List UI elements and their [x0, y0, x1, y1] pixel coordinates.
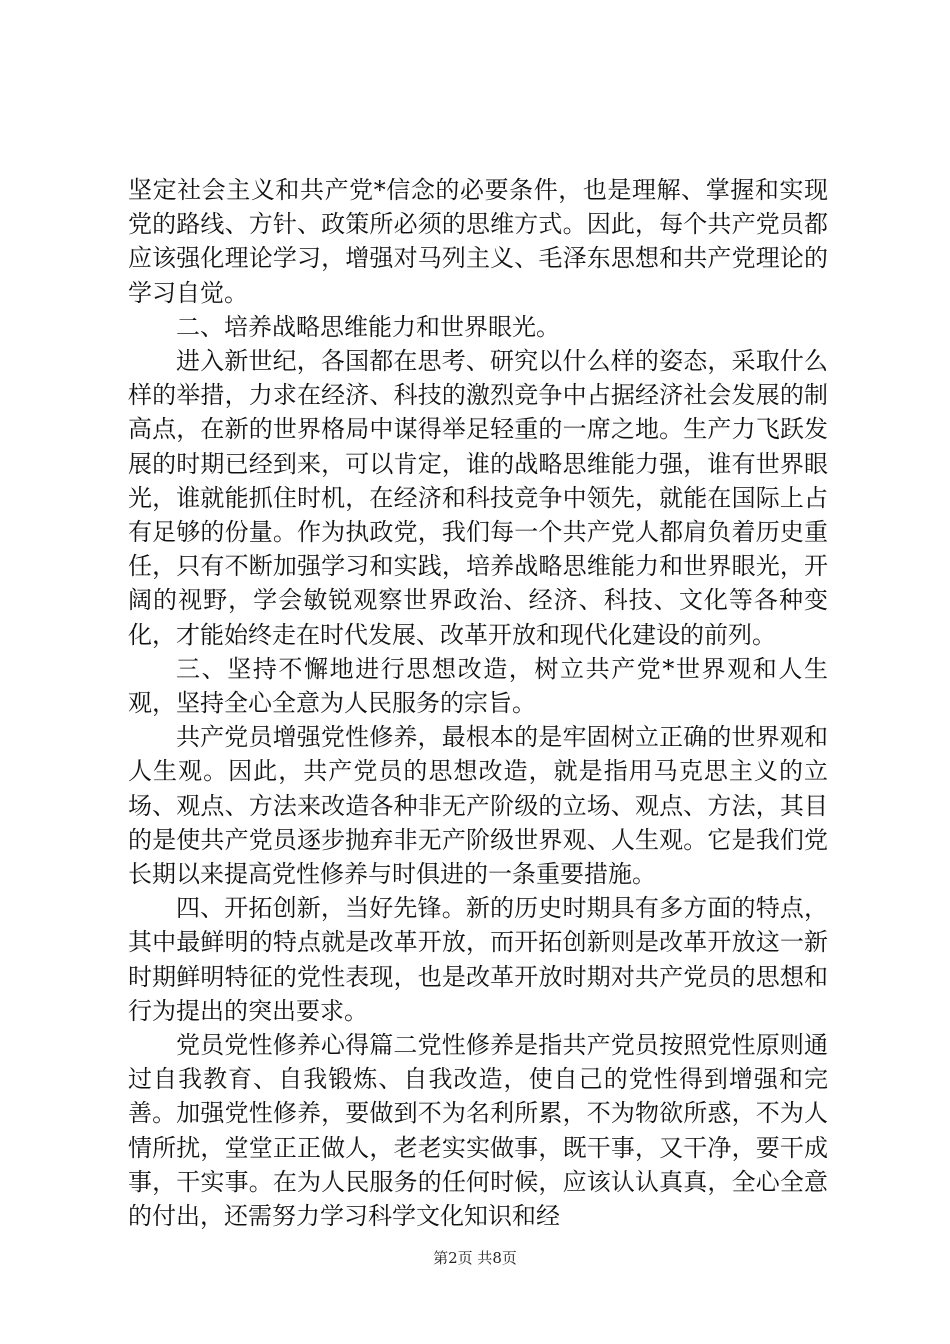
- section-heading-2: 二、培养战略思维能力和世界眼光。: [176, 312, 560, 341]
- page-footer: 第2页 共8页: [433, 1249, 517, 1267]
- paragraph-3: 共产党员增强党性修养，最根本的是牢固树立正确的世界观和人生观。因此，共产党员的思想改造，就是指用马克思主义的立场、观点、方法来改造各种非无产阶级的立场、观点、方法，其目的是使共产党员逐步抛弃非无产阶级世界观、人生观。它是我们党长期以来提高党性修养与时俱进的一条重要措施。: [128, 723, 828, 889]
- paragraph-2: 进入新世纪，各国都在思考、研究以什么样的姿态，采取什么样的举措，力求在经济、科技的激烈竞争中占据经济社会发展的制高点，在新的世界格局中谋得举足轻重的一席之地。生产力飞跃发展的时期已经到来，可以肯定，谁的战略思维能力强，谁有世界眼光，谁就能抓住时机，在经济和科技竞争中领先，就能在国际上占有足够的份量。作为执政党，我们每一个共产党人都肩负着历史重任，只有不断加强学习和实践，培养战略思维能力和世界眼光，开阔的视野，学会敏锐观察世界政治、经济、科技、文化等各种变化，才能始终走在时代发展、改革开放和现代化建设的前列。: [128, 347, 828, 649]
- paragraph-1: 坚定社会主义和共产党*信念的必要条件，也是理解、掌握和实现党的路线、方针、政策所必须的思维方式。因此，每个共产党员都应该强化理论学习，增强对马列主义、毛泽东思想和共产党理论的学习自觉。: [128, 176, 828, 307]
- section-heading-4: 四、开拓创新，当好先锋。新的历史时期具有多方面的特点，其中最鲜明的特点就是改革开放，而开拓创新则是改革开放这一新时期鲜明特征的党性表现，也是改革开放时期对共产党员的思想和行为提出的突出要求。: [128, 894, 828, 1025]
- section-heading-3: 三、坚持不懈地进行思想改造，树立共产党*世界观和人生观，坚持全心全意为人民服务的宗旨。: [128, 654, 828, 718]
- paragraph-4: 党员党性修养心得篇二党性修养是指共产党员按照党性原则通过自我教育、自我锻炼、自我改造，使自己的党性得到增强和完善。加强党性修养，要做到不为名利所累，不为物欲所惑，不为人情所扰，堂堂正正做人，老老实实做事，既干事，又干净，要干成事，干实事。在为人民服务的任何时候，应该认认真真，全心全意的付出，还需努力学习科学文化知识和经: [128, 1031, 828, 1231]
- document-body: [128, 173, 828, 1233]
